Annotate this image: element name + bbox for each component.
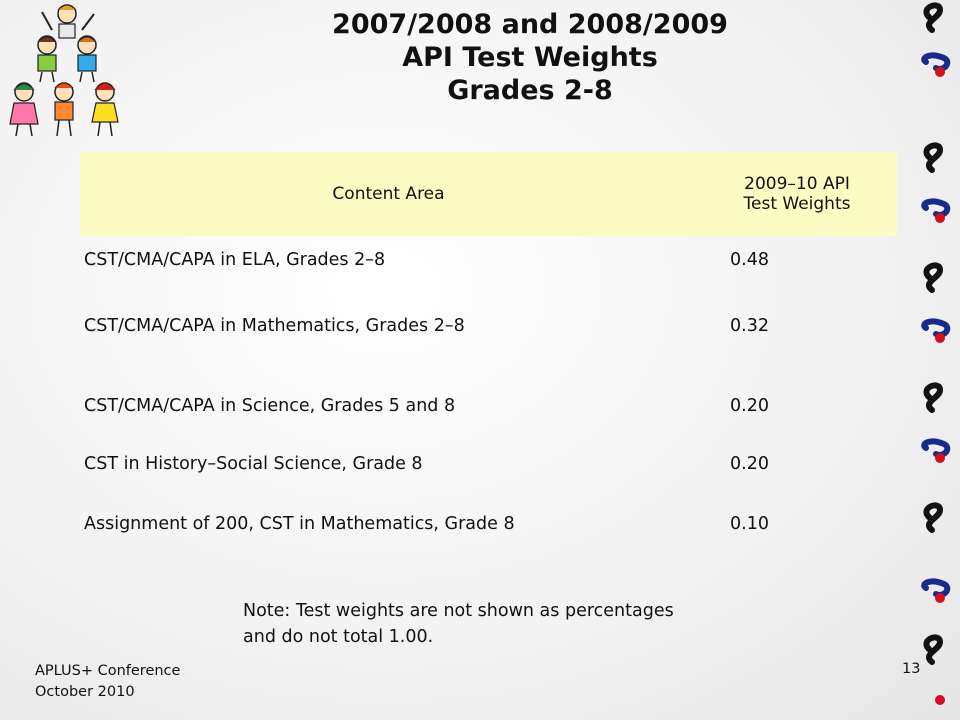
content-area-cell: Assignment of 200, CST in Mathematics, Grade 8 — [84, 514, 515, 534]
header-test-weights — [697, 152, 897, 236]
table-row — [80, 514, 897, 574]
weight-cell: 0.32 — [730, 316, 769, 336]
slide-number: 13 — [902, 661, 921, 677]
footer-date: October 2010 — [35, 684, 135, 700]
header-content-area: Content Area — [80, 152, 697, 236]
footer-conference-info — [35, 661, 180, 703]
table-header-row — [80, 152, 897, 236]
table-row — [80, 316, 897, 396]
footer-conference-name: APLUS+ Conference — [35, 663, 181, 679]
header-weights-line-1: 2009–10 API — [744, 174, 850, 194]
note-line-2: and do not total 1.00. — [243, 627, 434, 647]
table-row — [80, 396, 897, 454]
content-area-cell: CST/CMA/CAPA in Mathematics, Grades 2–8 — [84, 316, 465, 336]
table-row — [80, 454, 897, 514]
content-area-cell: CST/CMA/CAPA in Science, Grades 5 and 8 — [84, 396, 456, 416]
weight-cell: 0.48 — [730, 250, 769, 270]
note-text — [243, 598, 843, 650]
decorative-curl-border — [910, 0, 960, 720]
children-pyramid-clipart — [2, 0, 132, 140]
title-line-3: Grades 2-8 — [447, 75, 613, 106]
test-weights-table — [80, 152, 897, 574]
weight-cell: 0.10 — [730, 514, 769, 534]
weight-cell: 0.20 — [730, 396, 769, 416]
title-line-1: 2007/2008 and 2008/2009 — [332, 9, 728, 40]
slide-title — [280, 8, 780, 107]
title-line-2: API Test Weights — [402, 42, 658, 73]
table-row — [80, 236, 897, 316]
note-line-1: Note: Test weights are not shown as percentages — [243, 601, 674, 621]
content-area-cell: CST/CMA/CAPA in ELA, Grades 2–8 — [84, 250, 386, 270]
content-area-cell: CST in History–Social Science, Grade 8 — [84, 454, 423, 474]
weight-cell: 0.20 — [730, 454, 769, 474]
header-weights-line-2: Test Weights — [743, 194, 851, 214]
